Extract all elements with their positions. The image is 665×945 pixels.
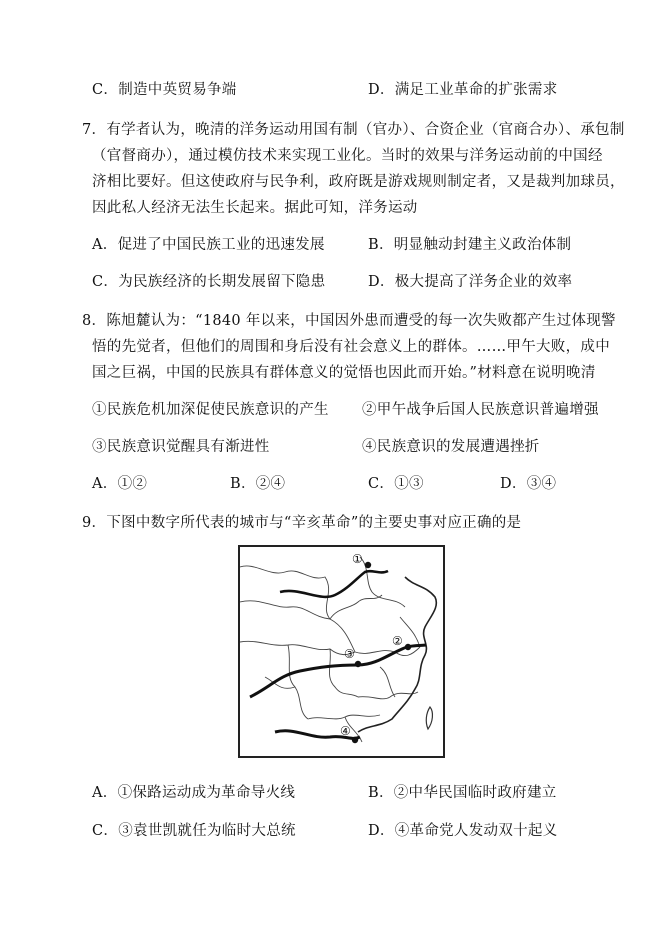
q8-item-4: ④民族意识的发展遭遇挫折	[362, 439, 540, 455]
q8-option-b: B．②④	[230, 476, 286, 492]
q8-stem-line-2: 悟的先觉者，但他们的周围和身后没有社会意义上的群体。……甲午大败，成中	[92, 339, 610, 355]
q6-option-d: D．满足工业革命的扩张需求	[368, 82, 558, 98]
city-marker-4	[352, 737, 358, 743]
province-border	[240, 566, 330, 619]
q7-stem-line-1: 7．有学者认为，晚清的洋务运动用国有制（官办）、合资企业（官商合办）、承包制	[82, 122, 625, 138]
q8-stem-line-3: 国之巨祸，中国的民族具有群体意义的觉悟也因此而开始。”材料意在说明晚清	[92, 365, 596, 381]
province-border	[288, 645, 308, 719]
city-marker-2	[405, 644, 411, 650]
province-border	[380, 667, 395, 697]
q8-item-1: ①民族危机加深促使民族意识的产生	[92, 402, 329, 418]
q8-option-a: A．①②	[92, 476, 148, 492]
q9-option-a: A．①保路运动成为革命导火线	[92, 785, 296, 801]
province-border	[308, 715, 380, 719]
q9-option-b: B．②中华民国临时政府建立	[368, 785, 557, 801]
province-border	[400, 617, 420, 647]
province-border	[330, 595, 382, 619]
yangtze-river	[250, 645, 426, 697]
map-label-1: ①	[352, 552, 363, 566]
province-border	[240, 601, 355, 652]
q7-stem-line-3: 济相比要好。但这使政府与民争利，政府既是游戏规则制定者，又是裁判加球员，	[92, 174, 625, 190]
q8-item-3: ③民族意识觉醒具有渐进性	[92, 439, 270, 455]
border-line	[280, 571, 388, 597]
q6-option-c: C．制造中英贸易争端	[92, 82, 237, 98]
q7-option-c: C．为民族经济的长期发展留下隐患	[92, 274, 326, 290]
city-marker-1	[365, 562, 371, 568]
q9-stem: 9．下图中数字所代表的城市与“辛亥革命”的主要史事对应正确的是	[82, 515, 522, 531]
q7-stem-line-2: （官督商办），通过模仿技术来实现工业化。当时的效果与洋务运动前的中国经	[92, 148, 603, 164]
map-label-2: ②	[392, 634, 403, 648]
q7-option-d: D．极大提高了洋务企业的效率	[368, 274, 573, 290]
q7-option-b: B．明显触动封建主义政治体制	[368, 237, 572, 253]
province-border	[240, 641, 355, 654]
q8-stem-line-1: 8．陈旭麓认为：“1840 年以来，中国因外患而遭受的每一次失败都产生过体现警	[82, 313, 616, 329]
china-map	[240, 547, 443, 756]
q8-item-2: ②甲午战争后国人民族意识普遍增强	[362, 402, 599, 418]
q8-option-c: C．①③	[368, 476, 424, 492]
q9-option-d: D．④革命党人发动双十起义	[368, 823, 558, 839]
q9-option-c: C．③袁世凯就任为临时大总统	[92, 823, 296, 839]
q7-stem-line-4: 因此私人经济无法生长起来。据此可知，洋务运动	[92, 200, 418, 216]
q7-option-a: A．促进了中国民族工业的迅速发展	[92, 237, 325, 253]
city-marker-3	[355, 661, 361, 667]
q8-option-d: D．③④	[500, 476, 557, 492]
map-label-3: ③	[344, 647, 355, 661]
coastline	[358, 577, 436, 732]
map-label-4: ④	[340, 724, 351, 738]
china-map-figure	[238, 545, 445, 758]
taiwan-island	[426, 707, 432, 729]
